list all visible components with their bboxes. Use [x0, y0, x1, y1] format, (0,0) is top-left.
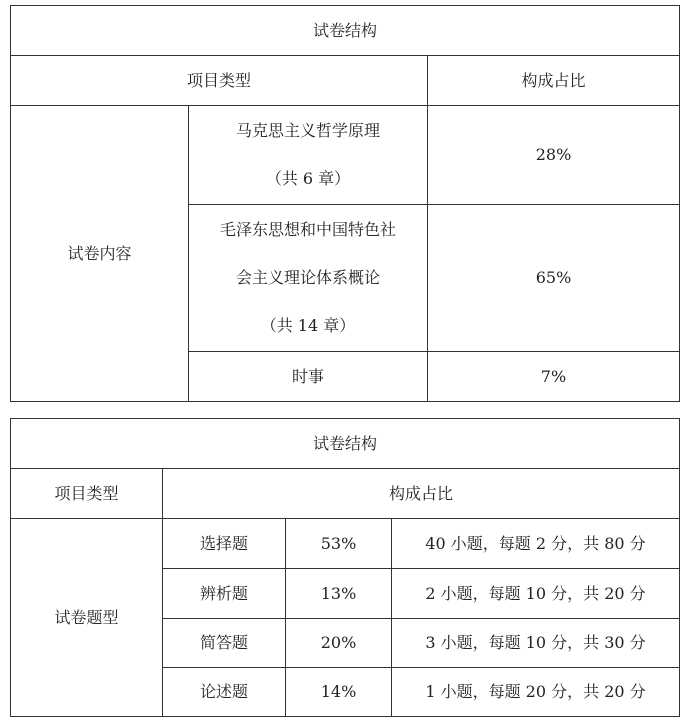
table-title: 试卷结构	[11, 419, 680, 469]
question-type: 简答题	[163, 619, 286, 668]
content-item	[189, 106, 428, 205]
question-detail: 1 小题，每题 20 分，共 20 分	[392, 668, 680, 717]
header-ratio: 构成占比	[163, 469, 680, 519]
content-item-line: 马克思主义哲学原理	[235, 121, 380, 140]
exam-question-type-table	[10, 418, 680, 717]
question-type: 辨析题	[163, 569, 286, 619]
row-group-label: 试卷题型	[11, 519, 163, 717]
content-item	[189, 205, 428, 352]
question-detail: 3 小题，每题 10 分，共 30 分	[392, 619, 680, 668]
question-detail: 2 小题，每题 10 分，共 20 分	[392, 569, 680, 619]
row-group-label: 试卷内容	[11, 106, 189, 402]
content-item: 时事	[189, 352, 428, 402]
content-item-line: 会主义理论体系概论	[235, 268, 380, 287]
question-ratio: 20%	[286, 619, 392, 668]
question-ratio: 14%	[286, 668, 392, 717]
content-ratio: 7%	[428, 352, 680, 402]
table-title: 试卷结构	[11, 6, 680, 56]
content-item-line: （共 6 章）	[265, 169, 351, 188]
header-ratio: 构成占比	[428, 56, 680, 106]
content-item-line: （共 14 章）	[260, 316, 356, 335]
exam-content-table	[10, 5, 680, 402]
question-detail: 40 小题，每题 2 分，共 80 分	[392, 519, 680, 569]
content-ratio: 65%	[428, 205, 680, 352]
question-ratio: 13%	[286, 569, 392, 619]
header-type: 项目类型	[11, 56, 428, 106]
content-ratio: 28%	[428, 106, 680, 205]
question-type: 选择题	[163, 519, 286, 569]
header-type: 项目类型	[11, 469, 163, 519]
question-type: 论述题	[163, 668, 286, 717]
question-ratio: 53%	[286, 519, 392, 569]
content-item-line: 毛泽东思想和中国特色社	[219, 220, 396, 239]
